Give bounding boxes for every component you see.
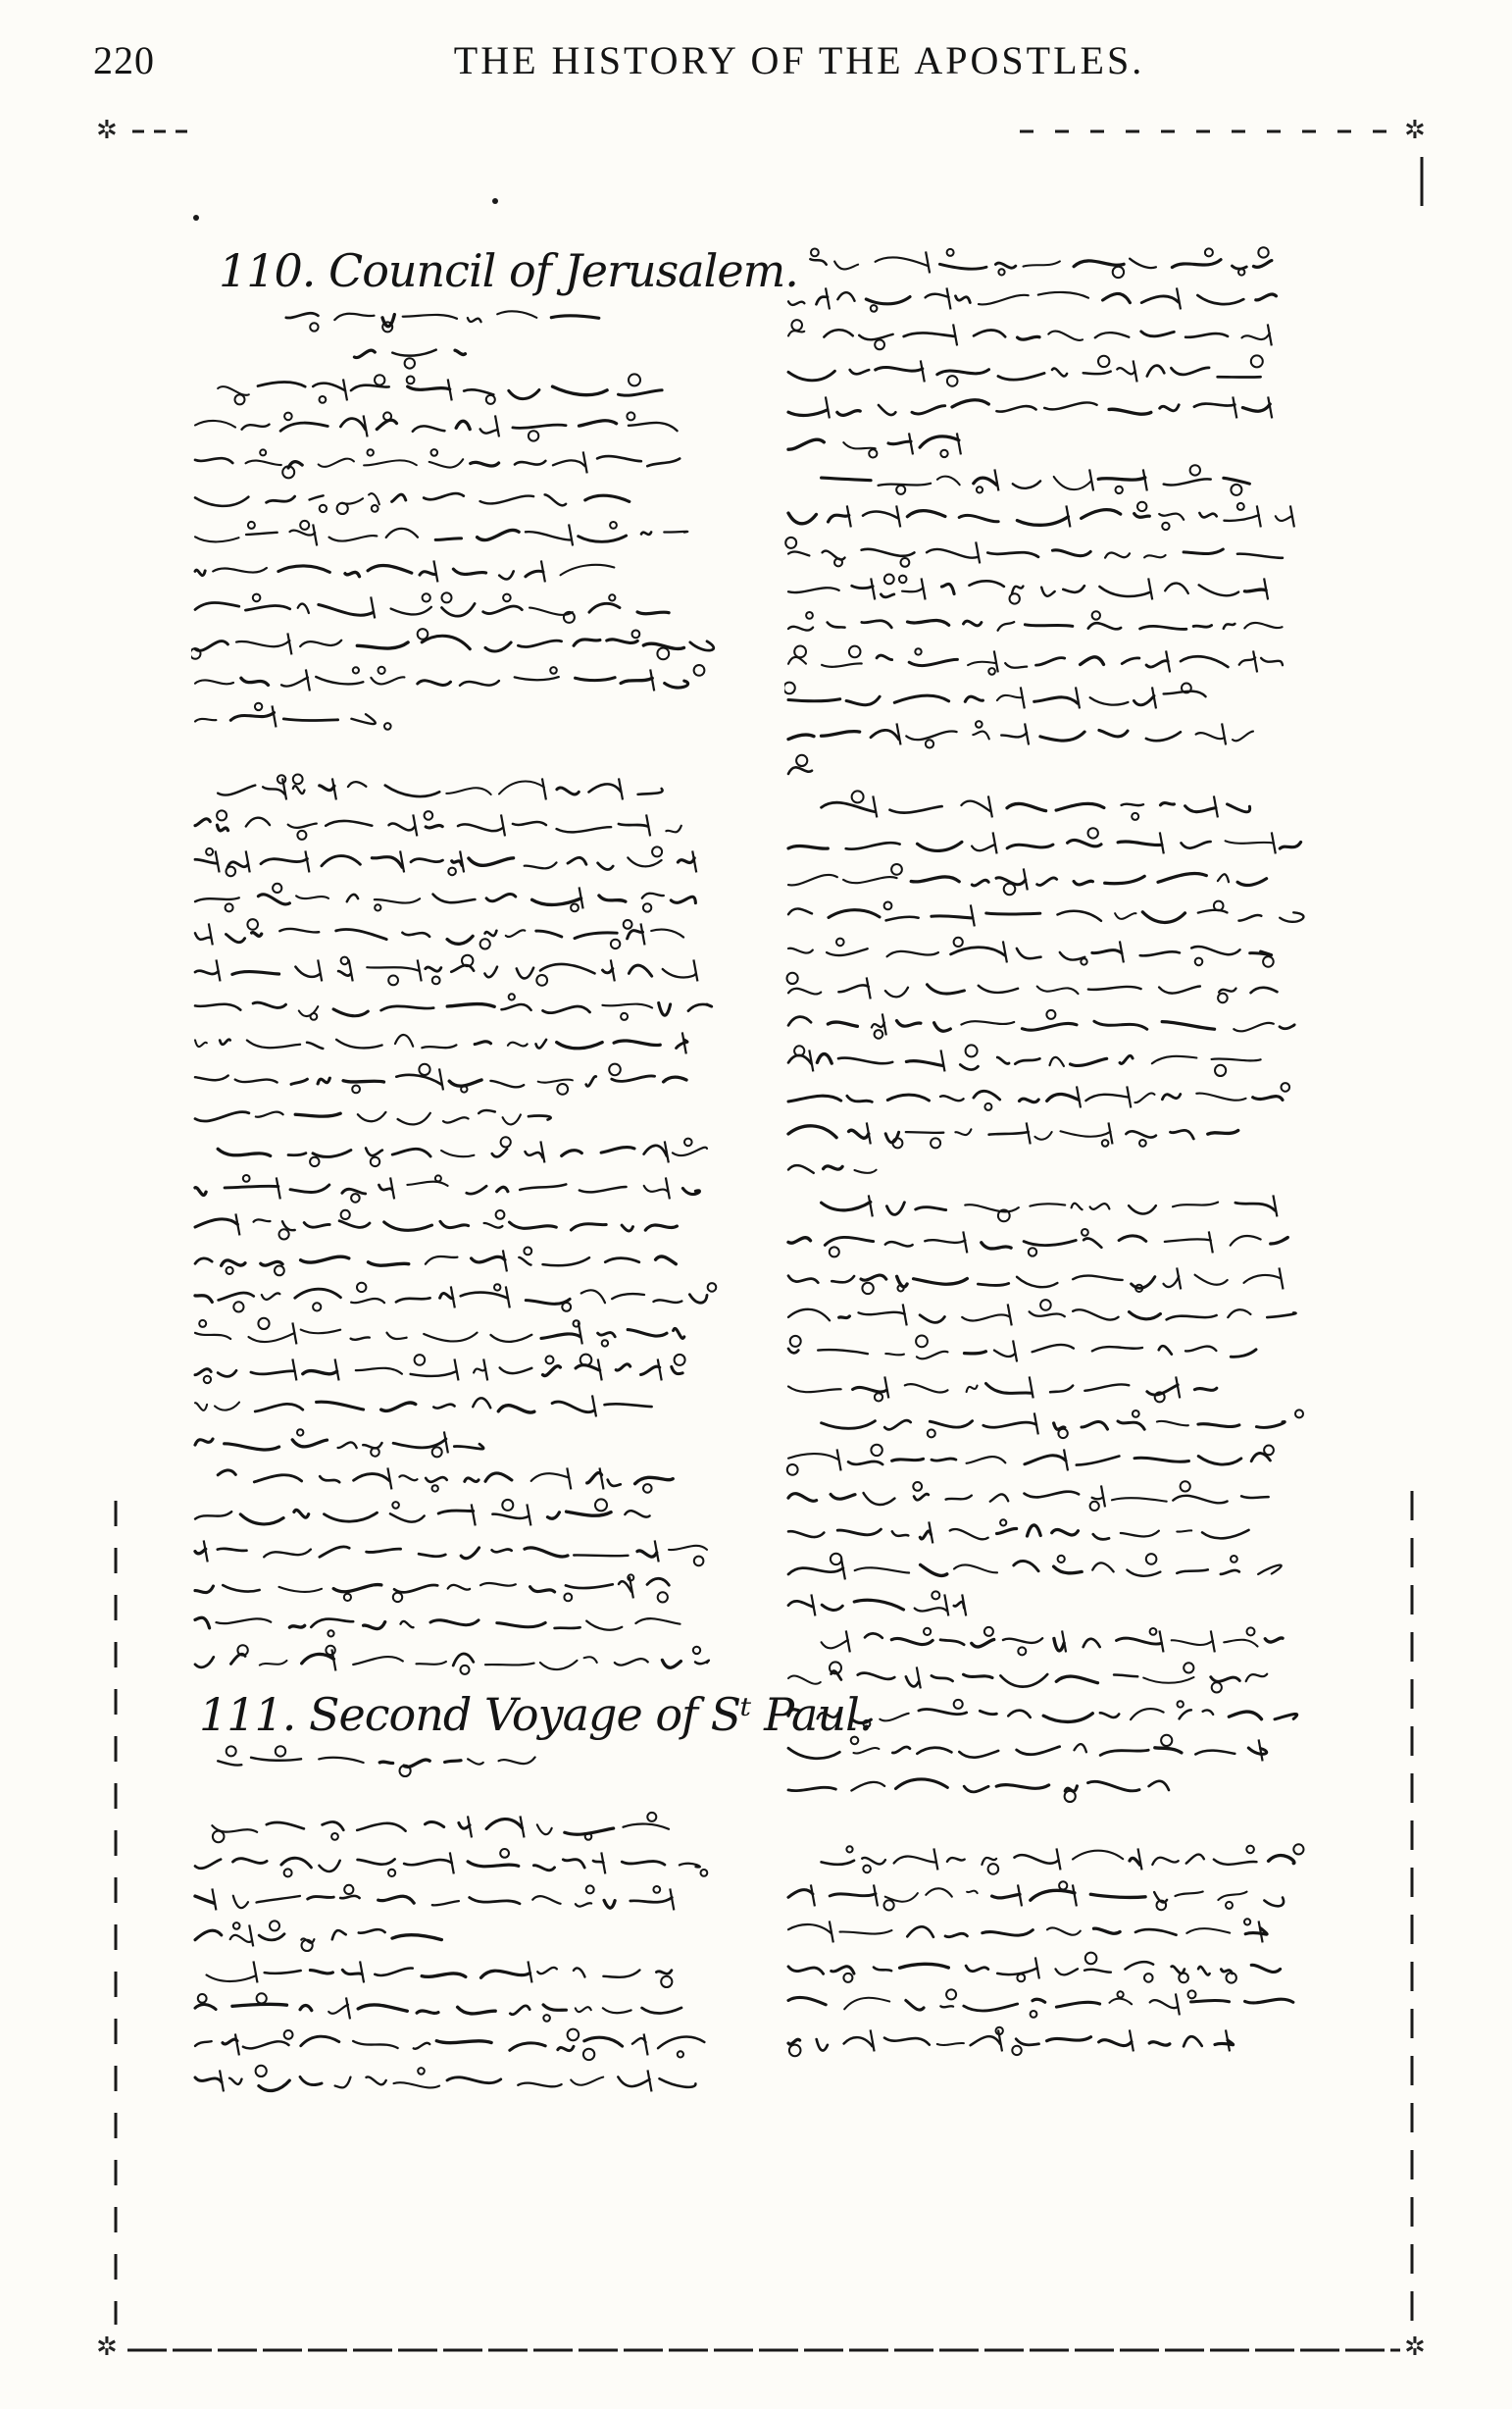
shorthand-line — [191, 589, 760, 625]
shorthand-line — [784, 715, 1334, 751]
shorthand-line — [784, 751, 1334, 788]
shorthand-line — [191, 661, 760, 697]
right-column — [784, 243, 1334, 2058]
page-number: 220 — [93, 38, 155, 82]
shorthand-line — [191, 1024, 760, 1060]
shorthand-paragraph-r8 — [784, 1840, 1334, 2058]
shorthand-paragraph-r7 — [784, 1622, 1334, 1840]
shorthand-paragraph-r3 — [784, 461, 1334, 788]
shorthand-line — [191, 1568, 760, 1605]
shorthand-line — [191, 516, 760, 552]
shorthand-line — [784, 352, 1334, 388]
shorthand-line — [784, 1332, 1334, 1368]
book-title: THE HISTORY OF THE APOSTLES. — [453, 38, 1145, 82]
shorthand-line — [191, 1242, 760, 1278]
shorthand-line — [784, 1405, 1334, 1441]
section-heading-110: 110. Council of Jerusalem. — [219, 244, 798, 297]
shorthand-line — [191, 770, 760, 806]
shorthand-line — [191, 1953, 760, 1989]
shorthand-line — [784, 606, 1334, 642]
shorthand-line — [784, 969, 1334, 1005]
shorthand-line — [191, 1097, 760, 1133]
shorthand-line — [784, 2022, 1334, 2058]
shorthand-line — [784, 388, 1334, 425]
shorthand-line — [191, 1917, 760, 1953]
shorthand-line — [191, 480, 760, 516]
shorthand-line — [191, 552, 760, 589]
shorthand-line — [784, 534, 1334, 570]
ornament-bottom-left: ✲ — [96, 2332, 118, 2362]
shorthand-paragraph-r6 — [784, 1405, 1334, 1622]
shorthand-line — [784, 1586, 1334, 1622]
shorthand-line — [191, 734, 760, 770]
shorthand-line — [191, 1314, 760, 1351]
shorthand-line — [191, 1844, 760, 1880]
shorthand-line — [784, 425, 1334, 461]
shorthand-line — [191, 298, 760, 334]
shorthand-line — [191, 1205, 760, 1242]
shorthand-line — [191, 1880, 760, 1917]
shorthand-line — [784, 860, 1334, 897]
shorthand-line — [784, 1223, 1334, 1259]
shorthand-line — [784, 897, 1334, 933]
shorthand-line — [191, 1496, 760, 1532]
shorthand-line — [784, 1876, 1334, 1913]
shorthand-line — [784, 1368, 1334, 1405]
shorthand-line — [784, 1768, 1334, 1804]
shorthand-line — [784, 1622, 1334, 1659]
shorthand-paragraph-r4 — [784, 788, 1334, 1151]
shorthand-paragraph-r2 — [784, 243, 1334, 461]
shorthand-line — [784, 243, 1334, 280]
shorthand-line — [191, 1532, 760, 1568]
shorthand-line — [784, 933, 1334, 969]
shorthand-line — [784, 1114, 1334, 1151]
shorthand-line — [784, 1985, 1334, 2022]
shorthand-paragraph-111-1 — [191, 1808, 760, 2098]
shorthand-line — [191, 843, 760, 879]
shorthand-line — [784, 280, 1334, 316]
shorthand-line — [191, 697, 760, 734]
shorthand-line — [784, 788, 1334, 824]
shorthand-line — [784, 1005, 1334, 1042]
shorthand-line — [191, 1460, 760, 1496]
ornament-top-left: ✲ — [96, 116, 118, 145]
shorthand-line — [191, 1351, 760, 1387]
shorthand-line — [784, 679, 1334, 715]
shorthand-line — [191, 334, 760, 371]
shorthand-line — [784, 1441, 1334, 1477]
shorthand-line — [191, 1641, 760, 1677]
left-column — [191, 243, 873, 2098]
shorthand-line — [784, 642, 1334, 679]
shorthand-line — [784, 1659, 1334, 1695]
shorthand-line — [191, 2025, 760, 2062]
shorthand-line — [191, 1742, 760, 1778]
shorthand-line — [784, 1731, 1334, 1768]
shorthand-line — [784, 570, 1334, 606]
shorthand-line — [191, 407, 760, 443]
shorthand-line — [191, 951, 760, 988]
shorthand-line — [784, 1695, 1334, 1731]
shorthand-line — [784, 1550, 1334, 1586]
shorthand-line — [784, 1296, 1334, 1332]
shorthand-paragraph-1 — [191, 371, 760, 770]
shorthand-line — [784, 316, 1334, 352]
shorthand-line — [191, 1605, 760, 1641]
shorthand-line — [191, 625, 760, 661]
shorthand-line — [784, 1840, 1334, 1876]
section-heading-111: 111. Second Voyage of Sᵗ Paul. — [199, 1688, 873, 1741]
shorthand-line — [784, 1913, 1334, 1949]
shorthand-line — [191, 1423, 760, 1460]
shorthand-line — [191, 1387, 760, 1423]
shorthand-line — [784, 1259, 1334, 1296]
shorthand-line — [784, 1042, 1334, 1078]
shorthand-line — [784, 461, 1334, 497]
ornament-bottom-right: ✲ — [1404, 2332, 1426, 2362]
shorthand-line — [191, 443, 760, 480]
shorthand-line — [191, 1278, 760, 1314]
shorthand-line — [191, 1808, 760, 1844]
ornament-top-right: ✲ — [1404, 116, 1426, 145]
shorthand-line — [191, 1133, 760, 1169]
shorthand-line — [784, 1949, 1334, 1985]
shorthand-line — [784, 1151, 1334, 1187]
shorthand-block-110-title — [191, 298, 760, 371]
shorthand-line — [191, 371, 760, 407]
shorthand-paragraph-r5 — [784, 1187, 1334, 1405]
shorthand-paragraph-4 — [191, 1460, 760, 1677]
shorthand-line — [784, 1513, 1334, 1550]
shorthand-line — [784, 824, 1334, 860]
shorthand-line — [191, 988, 760, 1024]
shorthand-line — [784, 1078, 1334, 1114]
shorthand-line — [784, 1187, 1334, 1223]
shorthand-line — [191, 2062, 760, 2098]
shorthand-line — [191, 1060, 760, 1097]
shorthand-line — [191, 879, 760, 915]
shorthand-block-111-title — [191, 1742, 760, 1778]
shorthand-line — [191, 1989, 760, 2025]
shorthand-paragraph-2 — [191, 770, 760, 1133]
shorthand-line — [784, 1804, 1334, 1840]
shorthand-line — [191, 1169, 760, 1205]
shorthand-line — [784, 1477, 1334, 1513]
shorthand-line — [191, 806, 760, 843]
shorthand-line — [784, 497, 1334, 534]
shorthand-paragraph-r4-tail — [784, 1151, 1334, 1187]
shorthand-line — [191, 915, 760, 951]
shorthand-paragraph-3 — [191, 1133, 760, 1460]
